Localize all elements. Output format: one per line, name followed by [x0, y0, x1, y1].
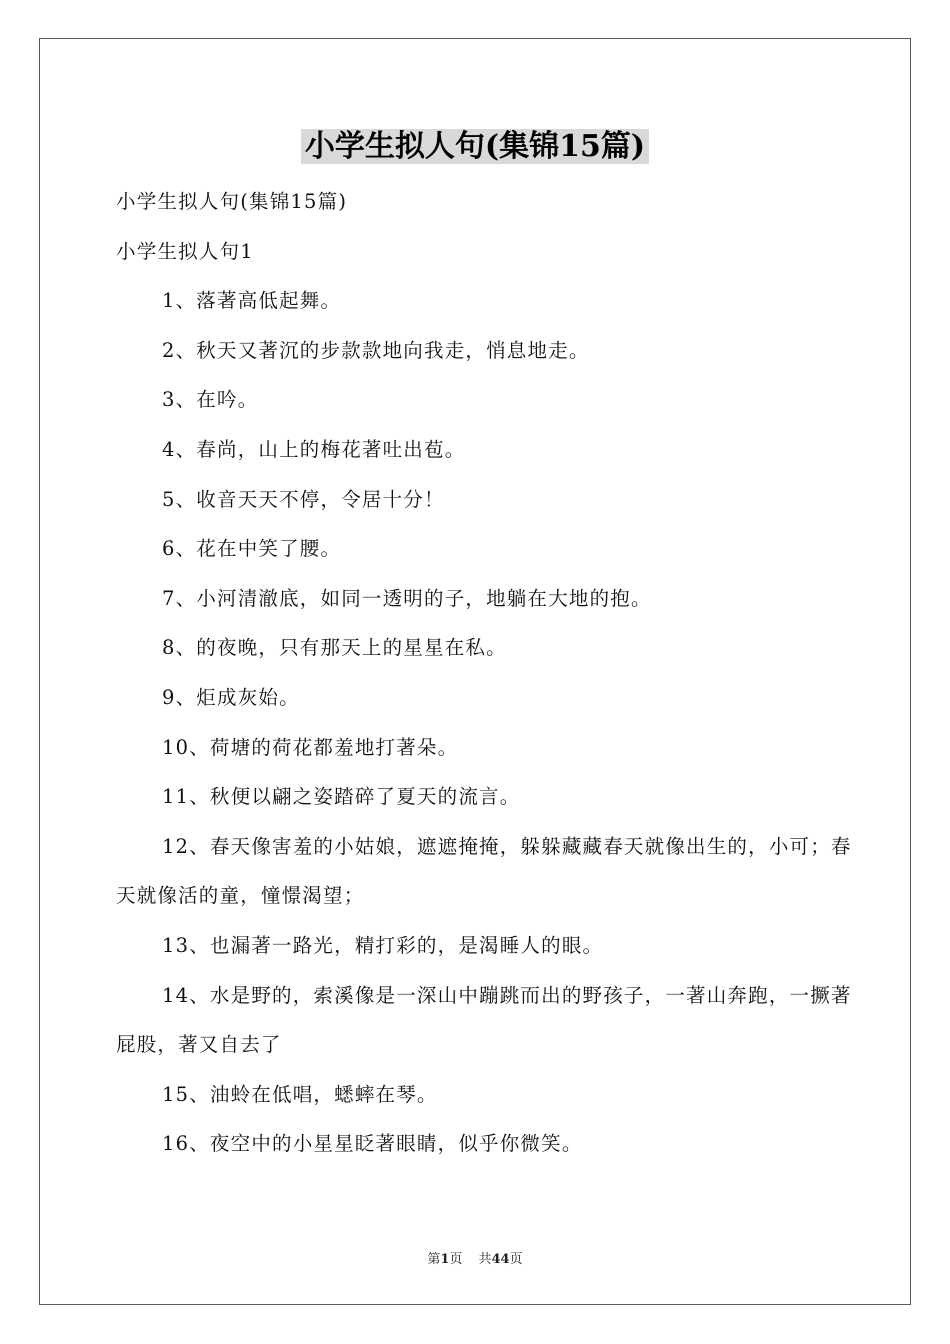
list-item: 14、水是野的，索溪像是一深山中蹦跳而出的野孩子，一著山奔跑，一撅著屁股，著又自去了: [116, 983, 852, 1057]
list-item: 8、的夜晚，只有那天上的星星在私。: [162, 636, 507, 660]
section-heading: 小学生拟人句1: [116, 239, 254, 263]
list-item: 9、炬成灰始。: [162, 685, 300, 709]
list-item: 6、花在中笑了腰。: [162, 537, 342, 561]
document-subtitle: 小学生拟人句(集锦15篇): [116, 190, 348, 213]
list-item: 11、秋便以翩之姿踏碎了夏天的流言。: [162, 785, 521, 809]
list-item: 3、在吟。: [162, 388, 259, 412]
page-footer: [0, 1248, 950, 1267]
list-item: 7、小河清澈底，如同一透明的子，地躺在大地的抱。: [162, 586, 652, 610]
footer-total-prefix: 共: [478, 1252, 492, 1267]
footer-total-suffix: 页: [509, 1252, 523, 1267]
list-item: 16、夜空中的小星星眨著眼睛，似乎你微笑。: [162, 1132, 583, 1156]
document-title: [0, 124, 950, 170]
footer-page-suffix: 页: [449, 1252, 463, 1267]
list-item: 2、秋天又著沉的步款款地向我走，悄息地走。: [162, 338, 590, 362]
list-item: 10、荷塘的荷花都羞地打著朵。: [162, 735, 459, 759]
list-item: 1、落著高低起舞。: [162, 289, 342, 313]
footer-page-number: 1: [440, 1252, 450, 1267]
document-title-text: 小学生拟人句(集锦15篇): [301, 129, 649, 164]
list-item: 12、春天像害羞的小姑娘，遮遮掩掩，躲躲藏藏春天就像出生的，小可；春天就像活的童，憧憬渴望；: [116, 834, 852, 908]
list-item: 15、油蛉在低唱，蟋蟀在琴。: [162, 1082, 438, 1106]
list-item: 5、收音天天不停，令居十分！: [162, 487, 445, 511]
footer-total-pages: 44: [491, 1252, 510, 1267]
list-item: 13、也漏著一路光，精打彩的，是渴睡人的眼。: [162, 933, 604, 957]
list-item: 4、春尚，山上的梅花著吐出苞。: [162, 437, 466, 461]
document-body: [116, 177, 858, 1169]
footer-page-prefix: 第: [427, 1252, 441, 1267]
